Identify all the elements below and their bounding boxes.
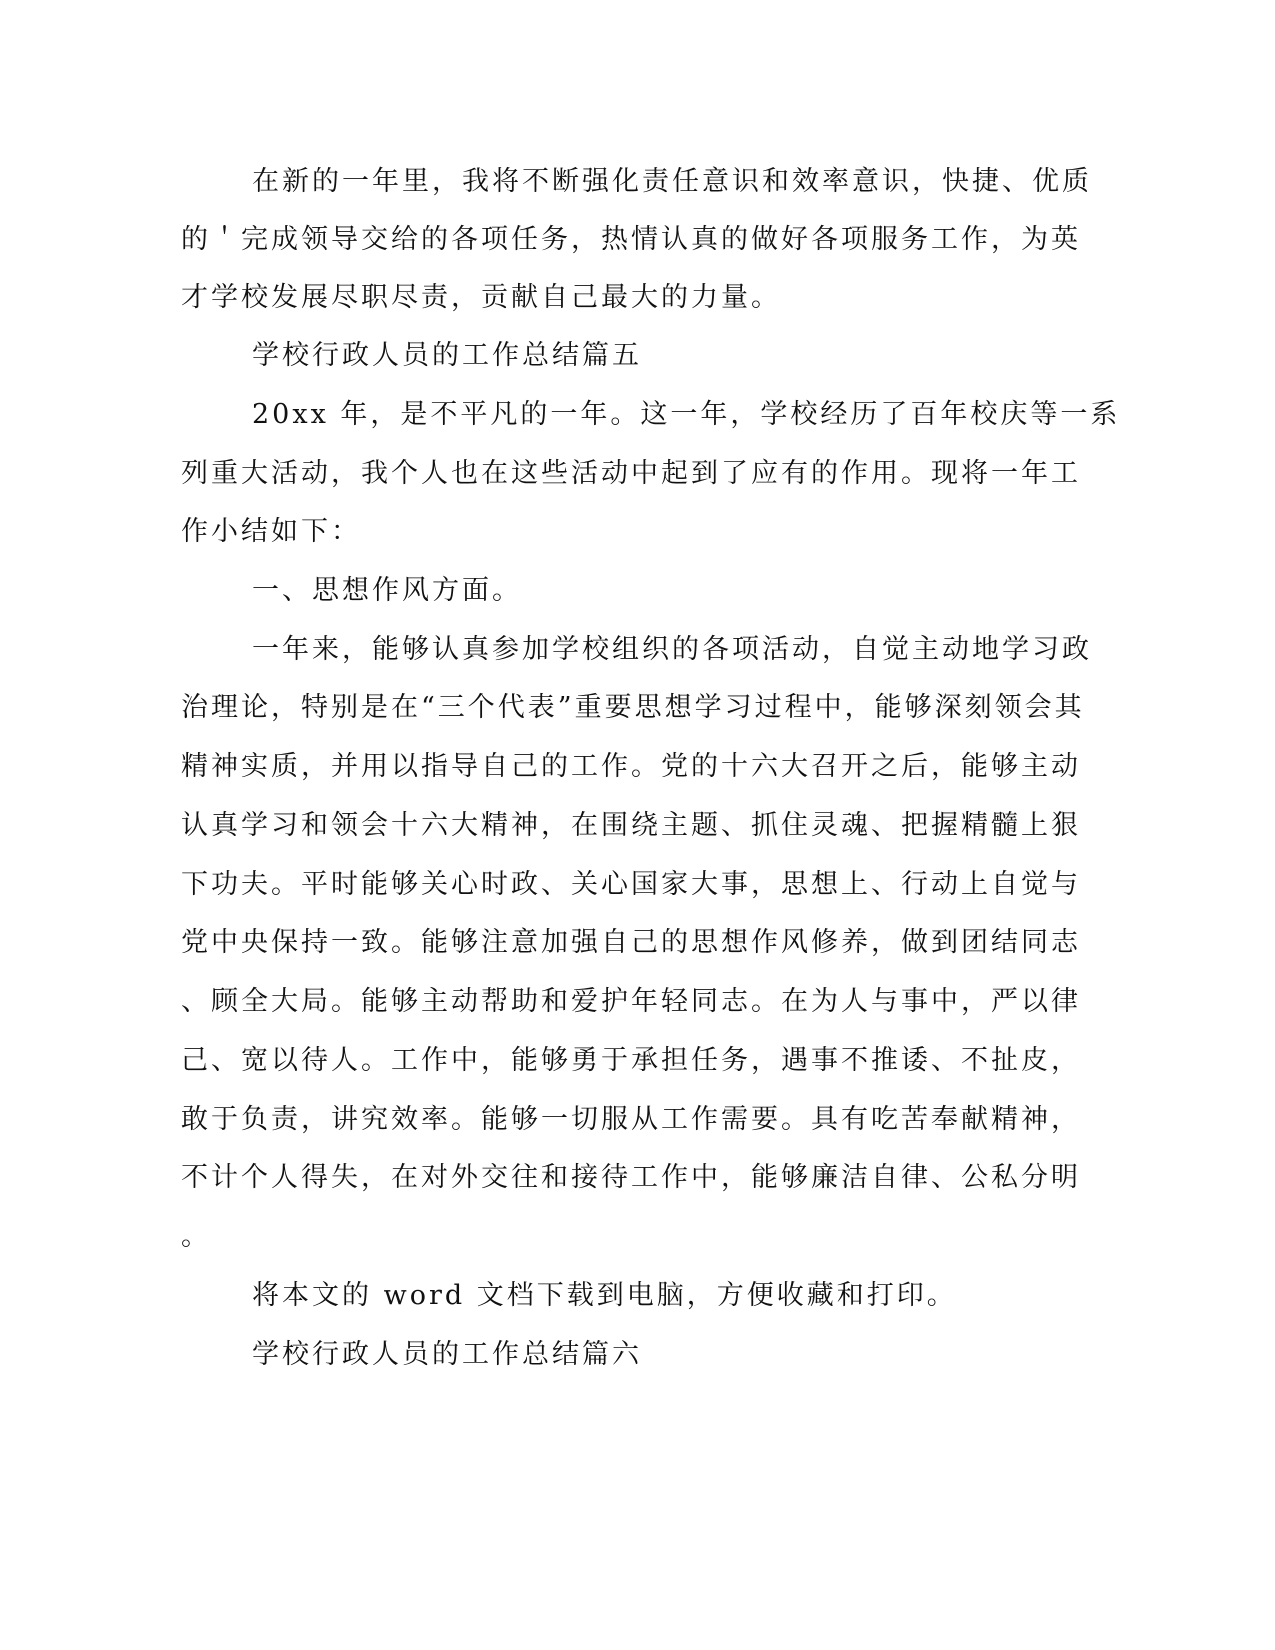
subsection-heading: 一、思想作风方面。 bbox=[252, 575, 522, 606]
paragraph-line: 己、宽以待人。工作中，能够勇于承担任务，遇事不推诿、不扯皮， bbox=[181, 1045, 1081, 1076]
section-heading: 学校行政人员的工作总结篇五 bbox=[252, 340, 642, 371]
paragraph-line: 认真学习和领会十六大精神，在围绕主题、抓住灵魂、把握精髓上狠 bbox=[181, 810, 1081, 841]
paragraph-line: 治理论，特别是在“三个代表”重要思想学习过程中，能够深刻领会其 bbox=[181, 692, 1085, 723]
paragraph-line: 敢于负责，讲究效率。能够一切服从工作需要。具有吃苦奉献精神， bbox=[181, 1104, 1081, 1135]
paragraph-line: 不计个人得失，在对外交往和接待工作中，能够廉洁自律、公私分明 bbox=[181, 1162, 1081, 1193]
paragraph-line: 作小结如下： bbox=[181, 516, 361, 547]
paragraph-line: 。 bbox=[181, 1221, 211, 1252]
section-heading: 学校行政人员的工作总结篇六 bbox=[252, 1339, 642, 1370]
paragraph-line: 一年来，能够认真参加学校组织的各项活动，自觉主动地学习政 bbox=[252, 634, 1092, 665]
download-note: 将本文的 word 文档下载到电脑，方便收藏和打印。 bbox=[252, 1280, 957, 1311]
paragraph-line: 、顾全大局。能够主动帮助和爱护年轻同志。在为人与事中，严以律 bbox=[181, 986, 1081, 1017]
paragraph-line: 的＇完成领导交给的各项任务，热情认真的做好各项服务工作，为英 bbox=[181, 224, 1081, 255]
paragraph-line: 精神实质，并用以指导自己的工作。党的十六大召开之后，能够主动 bbox=[181, 751, 1081, 782]
paragraph-line: 才学校发展尽职尽责，贡献自己最大的力量。 bbox=[181, 282, 781, 313]
paragraph-line: 党中央保持一致。能够注意加强自己的思想作风修养，做到团结同志 bbox=[181, 927, 1081, 958]
paragraph-line: 下功夫。平时能够关心时政、关心国家大事，思想上、行动上自觉与 bbox=[181, 869, 1081, 900]
paragraph-line: 在新的一年里，我将不断强化责任意识和效率意识，快捷、优质 bbox=[252, 166, 1092, 197]
paragraph-line: 20xx 年，是不平凡的一年。这一年，学校经历了百年校庆等一系 bbox=[252, 399, 1121, 430]
paragraph-line: 列重大活动，我个人也在这些活动中起到了应有的作用。现将一年工 bbox=[181, 458, 1081, 489]
